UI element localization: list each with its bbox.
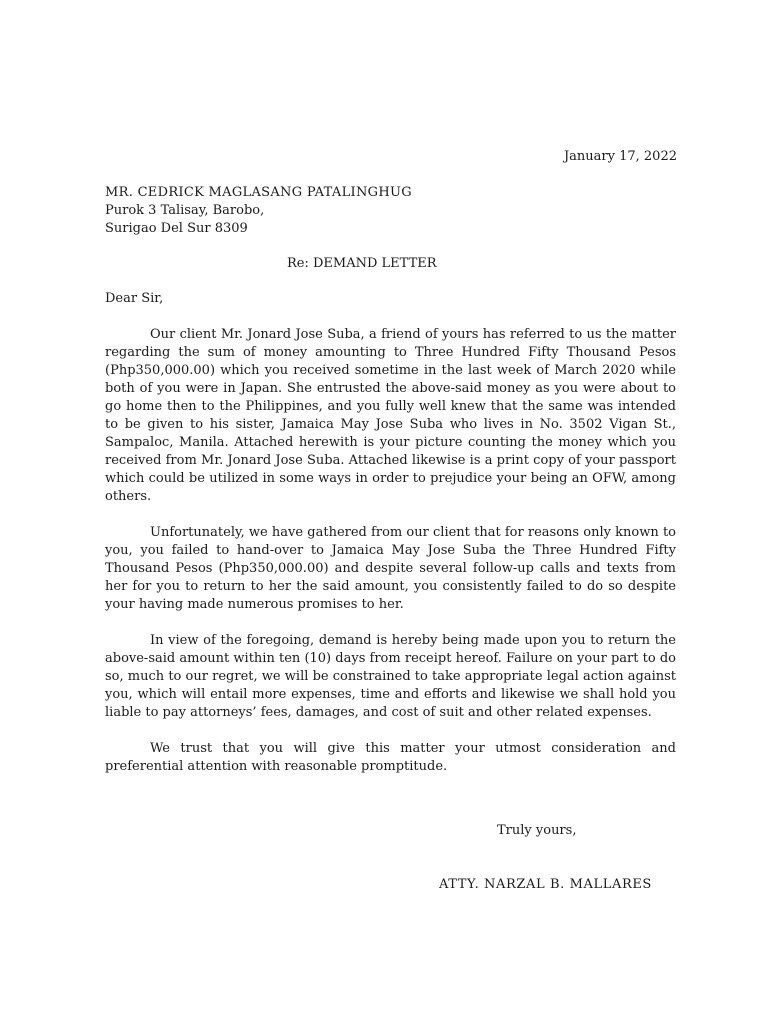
body-paragraph-2: Unfortunately, we have gathered from our client that for reasons only known to you, you failed to hand-over to Jamaica May Jose Suba the Three Hundred Fifty Thousand Pesos (Php350,000.00) and despite several follow-up calls and texts from her for you to return to her the said amount, you consistently failed to do so despite your having made numerous promises to her. xyxy=(105,525,676,612)
body-paragraph-1: Our client Mr. Jonard Jose Suba, a friend of yours has referred to us the matter regarding the sum of money amounting to Three Hundred Fifty Thousand Pesos (Php350,000.00) which you received sometime in the last week of March 2020 while both of you were in Japan. She entrusted the above-said money as you were about to go home then to the Philippines, and you fully well knew that the same was intended to be given to his sister, Jamaica May Jose Suba who lives in No. 3502 Vigan St., Sampaloc, Manila. Attached herewith is your picture counting the money which you received from Mr. Jonard Jose Suba. Attached likewise is a print copy of your passport which could be utilized in some ways in order to prejudice your being an OFW, among others. xyxy=(105,327,676,504)
body-paragraph-3: In view of the foregoing, demand is hereby being made upon you to return the above-said amount within ten (10) days from receipt hereof. Failure on your part to do so, much to our regret, we will be constrained to take appropriate legal action against you, which will entail more expenses, time and efforts and likewise we shall hold you liable to pay attorneys’ fees, damages, and cost of suit and other related expenses. xyxy=(105,633,676,720)
addressee-block xyxy=(105,184,412,238)
letter-body xyxy=(105,326,676,794)
complimentary-closing: Truly yours, xyxy=(497,823,577,838)
body-paragraph-4: We trust that you will give this matter your utmost consideration and preferential attention with reasonable promptitude. xyxy=(105,741,676,774)
subject-line: Re: DEMAND LETTER xyxy=(287,256,437,271)
addressee-name: MR. CEDRICK MAGLASANG PATALINGHUG xyxy=(105,185,412,200)
signatory-name: ATTY. NARZAL B. MALLARES xyxy=(439,877,652,892)
salutation: Dear Sir, xyxy=(105,291,164,306)
addressee-address-line-1: Purok 3 Talisay, Barobo, xyxy=(105,203,265,218)
letter-date: January 17, 2022 xyxy=(563,149,677,164)
addressee-address-line-2: Surigao Del Sur 8309 xyxy=(105,221,248,236)
